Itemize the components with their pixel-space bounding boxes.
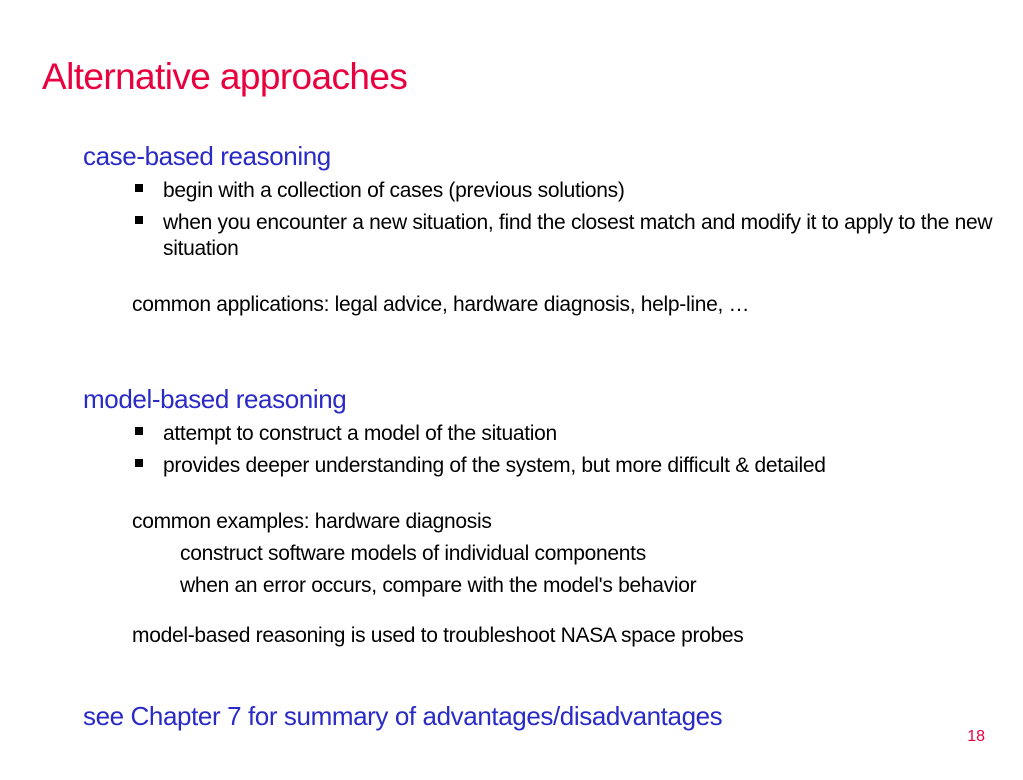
page-number: 18 [967,728,985,745]
nasa-note: model-based reasoning is used to troubleshoot NASA space probes [132,624,744,647]
bullet-text: when you encounter a new situation, find the closest match and modify it to apply to the new situation [163,211,993,260]
model-based-bullet-2 [135,453,995,479]
model-based-example-1: construct software models of individual components [180,542,646,565]
case-based-applications: common applications: legal advice, hardware diagnosis, help-line, … [132,293,750,316]
case-based-heading: case-based reasoning [83,141,331,171]
slide-title: Alternative approaches [42,56,408,97]
model-based-example-2: when an error occurs, compare with the model's behavior [180,574,697,597]
model-based-examples-intro: common examples: hardware diagnosis [132,510,492,533]
bullet-text: begin with a collection of cases (previous solutions) [163,179,625,202]
square-bullet-icon [135,210,163,262]
square-bullet-icon [135,453,163,479]
square-bullet-icon [135,178,163,204]
square-bullet-icon [135,421,163,447]
bullet-text: attempt to construct a model of the situation [163,422,557,445]
model-based-bullet-1 [135,421,995,447]
case-based-bullet-2 [135,210,995,262]
bullet-text: provides deeper understanding of the system, but more difficult & detailed [163,454,826,477]
chapter-reference: see Chapter 7 for summary of advantages/disadvantages [83,701,723,731]
model-based-heading: model-based reasoning [83,384,347,414]
case-based-bullet-1 [135,178,995,204]
